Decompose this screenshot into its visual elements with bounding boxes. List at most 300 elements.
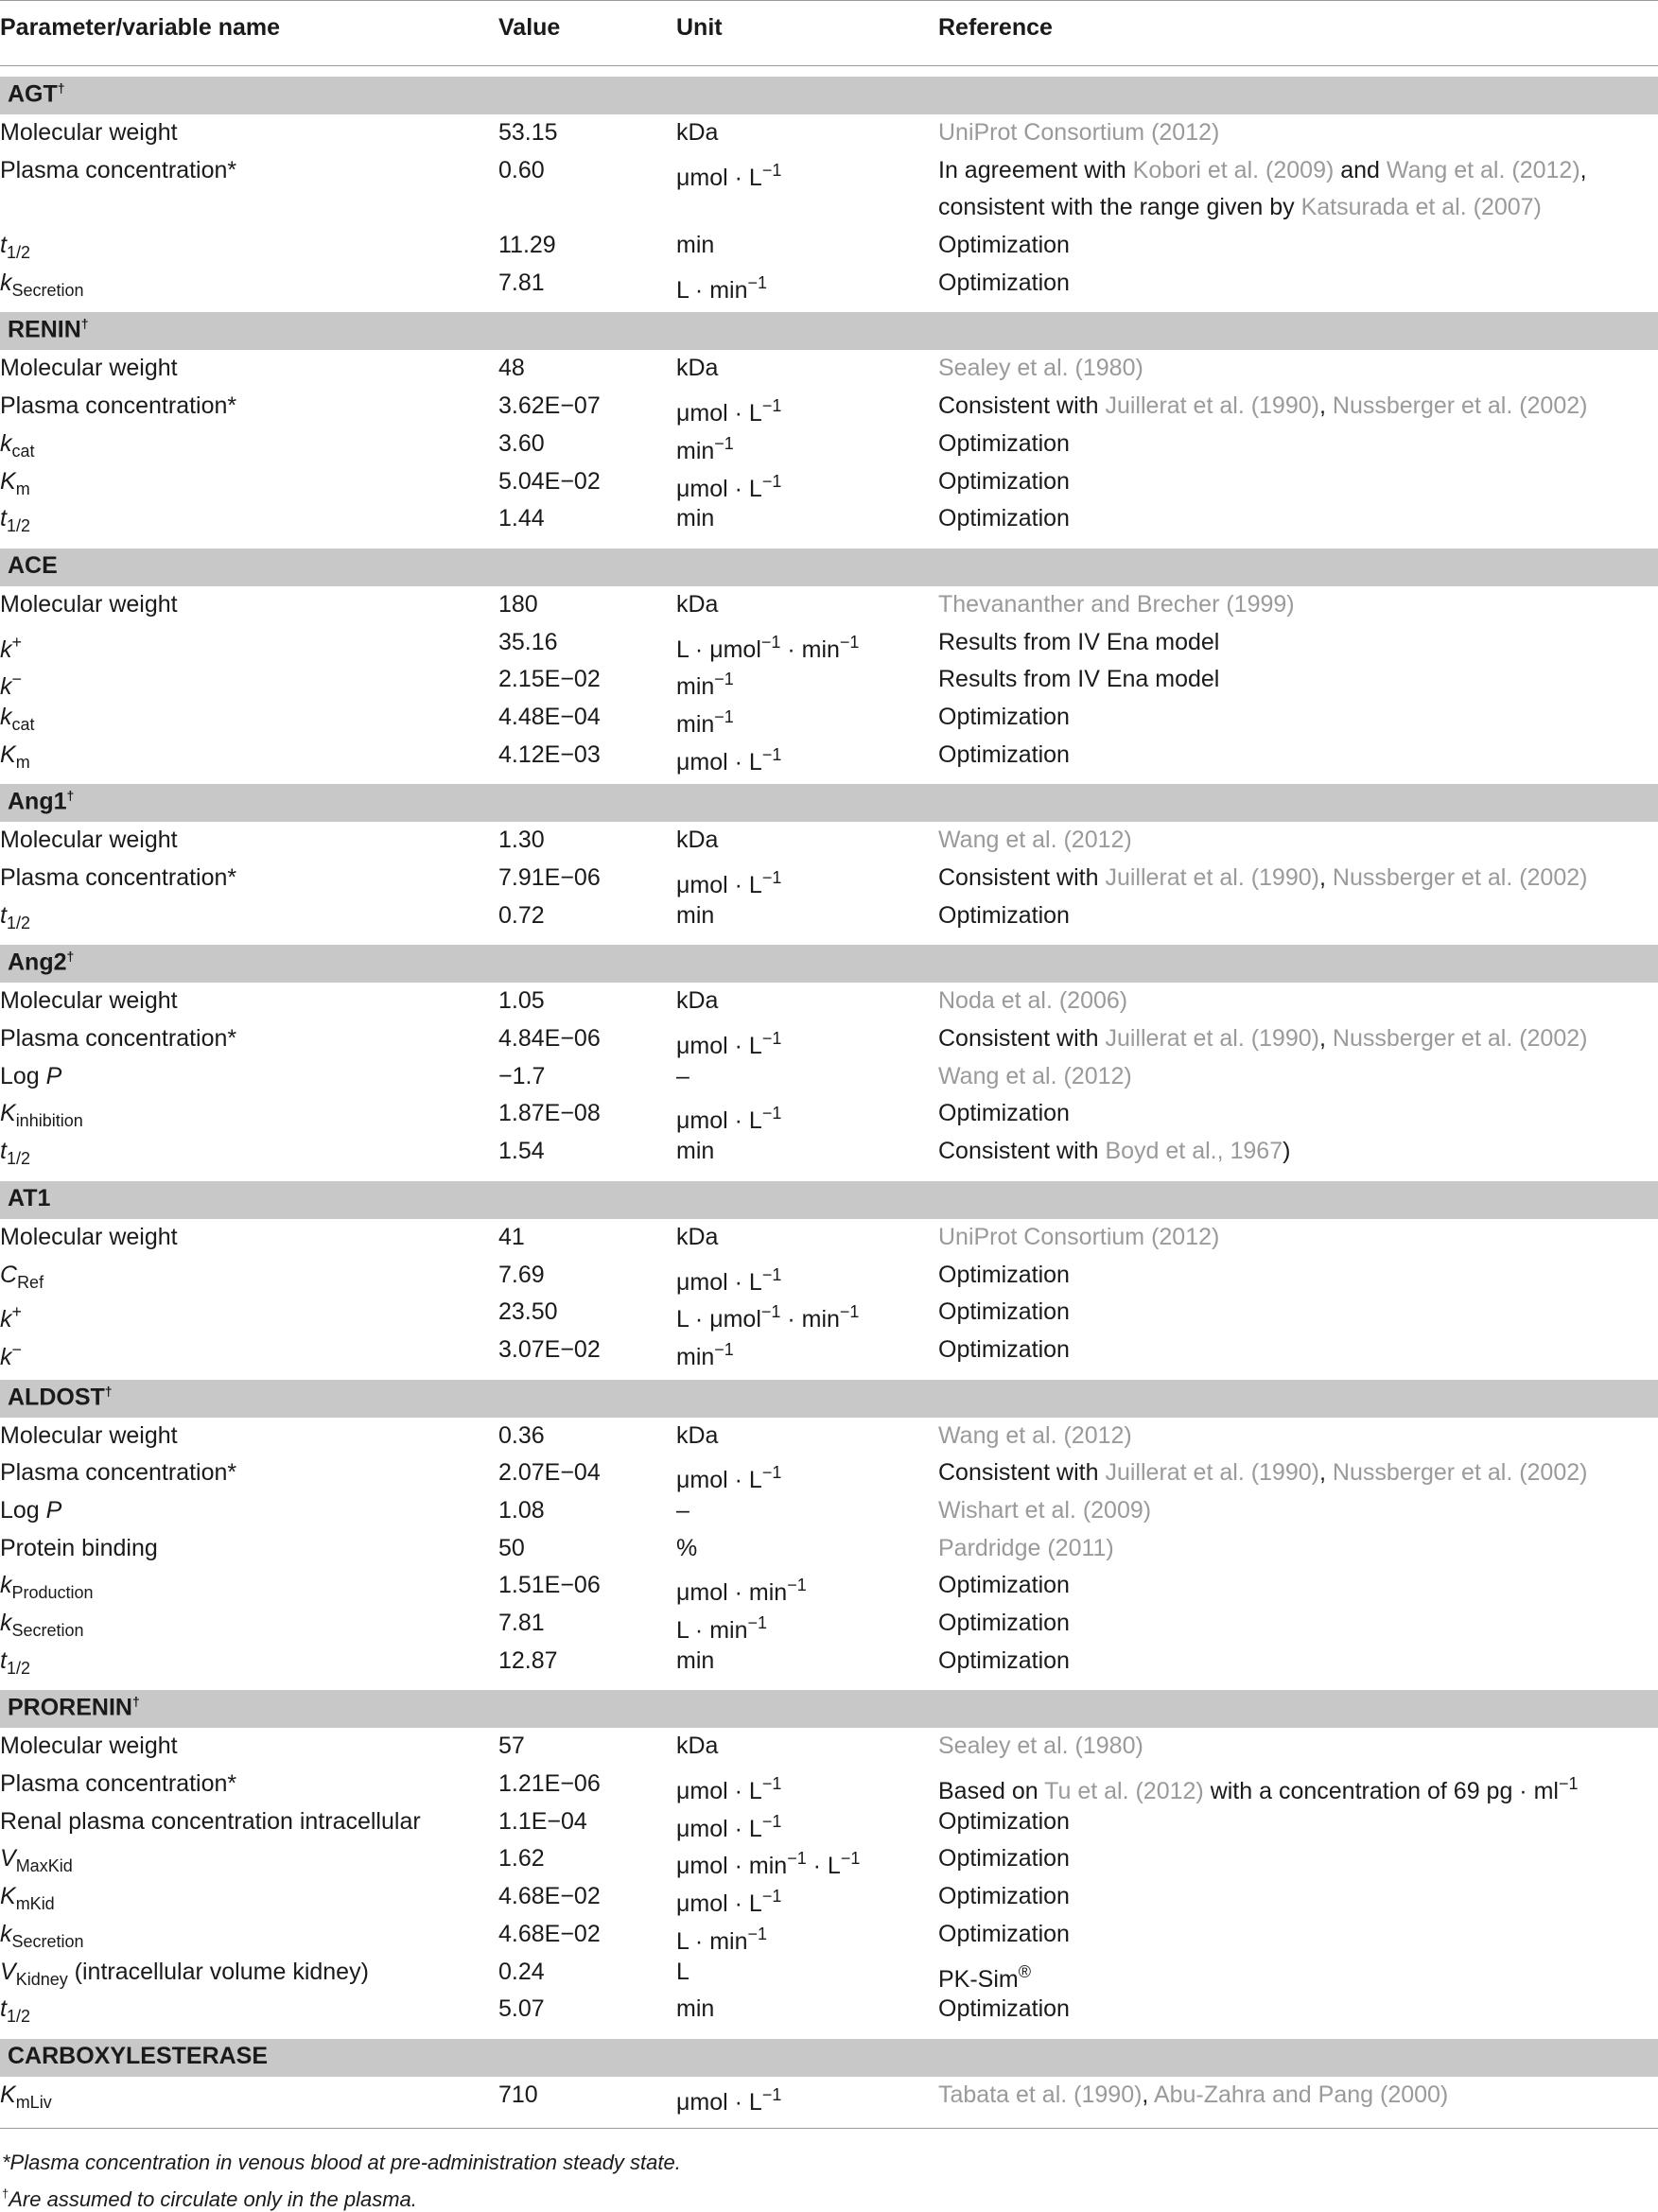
name-subscript: inhibition	[15, 1111, 83, 1131]
reference-text: In agreement with	[938, 156, 1133, 183]
unit-text: min	[676, 1138, 715, 1165]
unit-text: min	[676, 1646, 715, 1674]
unit-text: min	[676, 710, 715, 738]
param-unit	[676, 586, 718, 624]
name-text: Molecular weight	[0, 590, 178, 618]
unit-text: kDa	[676, 1733, 719, 1760]
reference-text: Optimization	[938, 1883, 1070, 1910]
param-unit	[676, 897, 714, 935]
name-text: Molecular weight	[0, 355, 178, 382]
section-header	[0, 2039, 1658, 2077]
reference-text: Consistent with	[938, 1138, 1106, 1165]
param-name	[0, 586, 178, 624]
param-name	[0, 388, 236, 426]
section-title: ALDOST†	[8, 1383, 113, 1410]
param-reference	[938, 2077, 1448, 2115]
table-row	[0, 1332, 1658, 1369]
unit-exponent: −1	[761, 1029, 782, 1049]
citation-link: Juillerat et al. (1990)	[1105, 1025, 1319, 1053]
param-reference	[938, 1020, 1587, 1058]
reference-text: Based on	[938, 1778, 1045, 1805]
unit-exponent: −1	[787, 1849, 807, 1869]
table-row	[0, 1492, 1658, 1530]
table-row	[0, 2077, 1658, 2115]
name-symbol: k	[0, 269, 12, 296]
unit-text: kDa	[676, 987, 719, 1015]
name-subscript: m	[15, 479, 30, 498]
name-text: Log	[0, 1062, 46, 1089]
name-subscript: mKid	[15, 1894, 55, 1914]
citation-link: Katsurada et al. (2007)	[1300, 194, 1542, 221]
unit-text: –	[676, 1496, 689, 1524]
reference-text: Optimization	[938, 1261, 1070, 1288]
param-value: 0.24	[498, 1958, 545, 1985]
table-row	[0, 350, 1658, 388]
param-value: 4.12E−03	[498, 740, 601, 768]
unit-exponent: −1	[714, 670, 734, 689]
section-header	[0, 945, 1658, 983]
reference-text: Optimization	[938, 1646, 1070, 1674]
table-row	[0, 737, 1658, 775]
param-value: 7.91E−06	[498, 864, 601, 892]
unit-exponent: −1	[761, 1887, 782, 1907]
unit-exponent: −1	[840, 1849, 861, 1869]
param-value: 5.07	[498, 1995, 545, 2023]
reference-text: consistent with the range given by	[938, 194, 1301, 221]
param-reference	[938, 1294, 1070, 1332]
unit-exponent: −1	[761, 1463, 782, 1483]
table-row	[0, 1766, 1658, 1803]
param-value: 3.60	[498, 429, 545, 457]
name-symbol: K	[0, 2081, 16, 2108]
name-text: Molecular weight	[0, 987, 178, 1015]
table-row	[0, 1916, 1658, 1954]
unit-text: kDa	[676, 1421, 719, 1449]
section-title: ACE	[8, 551, 58, 579]
reference-text: Optimization	[938, 1100, 1070, 1127]
name-symbol: t	[0, 1646, 7, 1674]
param-value: 3.07E−02	[498, 1335, 601, 1363]
name-symbol: k	[0, 1306, 12, 1333]
param-value: 180	[498, 590, 538, 618]
name-subscript: Ref	[17, 1272, 44, 1292]
param-name	[0, 1133, 30, 1178]
param-value: 7.81	[498, 1610, 545, 1637]
param-reference	[938, 426, 1070, 463]
name-symbol: k	[0, 1343, 12, 1370]
unit-text: kDa	[676, 355, 719, 382]
name-symbol: k	[0, 1920, 12, 1947]
name-symbol: K	[0, 1883, 16, 1910]
table-row	[0, 1803, 1658, 1841]
unit-exponent: −1	[761, 1811, 782, 1831]
name-text: Log	[0, 1496, 46, 1524]
table-row	[0, 1418, 1658, 1455]
param-value: 0.36	[498, 1421, 545, 1449]
table-row	[0, 586, 1658, 624]
param-reference	[938, 1643, 1070, 1681]
citation-link: Wang et al. (2012)	[938, 827, 1132, 854]
table-row	[0, 1095, 1658, 1133]
citation-link: UniProt Consortium (2012)	[938, 1223, 1220, 1250]
unit-text: L	[676, 1958, 689, 1985]
reference-text: Optimization	[938, 1920, 1070, 1947]
name-text: Molecular weight	[0, 1421, 178, 1449]
unit-exponent: −1	[714, 433, 734, 453]
param-reference	[938, 1991, 1070, 2029]
param-value: 11.29	[498, 232, 556, 259]
name-subscript: 1/2	[6, 1149, 30, 1169]
reference-text: Results from IV Ena model	[938, 628, 1220, 655]
name-symbol: V	[0, 1958, 16, 1985]
reference-text: ,	[1142, 2081, 1154, 2108]
name-symbol: t	[0, 901, 7, 929]
citation-link: Juillerat et al. (1990)	[1105, 864, 1319, 892]
param-value: 1.51E−06	[498, 1572, 601, 1599]
table-row	[0, 1058, 1658, 1096]
name-text: Renal plasma concentration intracellular	[0, 1807, 421, 1835]
name-subscript: 1/2	[6, 243, 30, 263]
footnote-star: *Plasma concentration in venous blood at pre-administration steady state.	[2, 2150, 681, 2174]
name-subscript: Production	[11, 1583, 94, 1603]
param-unit	[676, 2077, 781, 2122]
name-text: Plasma concentration*	[0, 1459, 237, 1487]
param-reference	[938, 699, 1070, 737]
param-value: 1.44	[498, 505, 545, 532]
citation-link: Pardridge (2011)	[938, 1534, 1114, 1561]
name-subscript: 1/2	[6, 2007, 30, 2027]
param-value: 50	[498, 1534, 525, 1561]
section-title: AT1	[8, 1184, 51, 1211]
param-value: 57	[498, 1733, 525, 1760]
name-symbol: k	[0, 1572, 12, 1599]
unit-text: kDa	[676, 827, 719, 854]
reference-text: )	[1283, 1138, 1291, 1165]
param-reference	[938, 897, 1070, 935]
param-value: 23.50	[498, 1298, 558, 1326]
unit-exponent: −1	[761, 744, 782, 764]
name-superscript: +	[11, 1302, 23, 1322]
param-reference	[938, 350, 1143, 388]
dagger-mark: †	[80, 316, 89, 332]
param-name	[0, 1643, 30, 1688]
param-value: 35.16	[498, 628, 558, 655]
section-title: Ang2†	[8, 949, 75, 976]
table-row	[0, 1294, 1658, 1332]
name-symbol: t	[0, 1138, 7, 1165]
name-subscript: Secretion	[11, 1621, 84, 1641]
reference-text: Optimization	[938, 232, 1070, 259]
unit-text: μmol · L	[676, 1033, 762, 1060]
param-name	[0, 1766, 236, 1803]
reference-text: and	[1334, 156, 1387, 183]
param-value: 1.08	[498, 1496, 545, 1524]
table-row	[0, 1643, 1658, 1681]
unit-text: μmol · L	[676, 1815, 762, 1842]
param-reference	[938, 737, 1070, 775]
name-text: Plasma concentration*	[0, 1025, 237, 1053]
section-title: PRORENIN†	[8, 1694, 140, 1721]
citation-link: Sealey et al. (1980)	[938, 1733, 1143, 1760]
name-subscript: 1/2	[6, 913, 30, 932]
param-reference	[938, 1567, 1070, 1605]
name-superscript: −	[11, 1339, 23, 1359]
section-title: RENIN†	[8, 316, 89, 343]
unit-exponent: −1	[761, 396, 782, 416]
dagger-mark: †	[57, 80, 65, 96]
name-symbol: K	[0, 740, 16, 768]
param-unit	[676, 1219, 718, 1257]
name-subscript: cat	[11, 441, 35, 461]
dagger-mark: †	[66, 788, 75, 804]
unit-text: %	[676, 1534, 698, 1561]
citation-link: Boyd et al., 1967	[1105, 1138, 1283, 1165]
name-symbol: P	[45, 1062, 62, 1089]
unit-exponent: −1	[747, 272, 768, 292]
param-value: 0.72	[498, 901, 545, 929]
citation-link: Abu-Zahra and Pang (2000)	[1153, 2081, 1449, 2108]
param-reference	[938, 1332, 1070, 1369]
name-text: Molecular weight	[0, 1223, 178, 1250]
unit-text: μmol · L	[676, 2088, 762, 2116]
unit-text: min	[676, 232, 715, 259]
unit-exponent: −1	[839, 1302, 860, 1322]
reference-text: with a concentration of 69 pg · ml	[1203, 1778, 1559, 1805]
table-row	[0, 114, 1658, 152]
param-name	[0, 1728, 178, 1766]
unit-exponent: −1	[787, 1576, 807, 1595]
table-row	[0, 463, 1658, 501]
unit-text: L · min	[676, 1927, 748, 1955]
reference-text: Optimization	[938, 1610, 1070, 1637]
param-reference	[938, 1454, 1587, 1492]
reference-text: Optimization	[938, 1995, 1070, 2023]
section-header	[0, 549, 1658, 586]
name-subscript: Kidney	[15, 1969, 68, 1989]
param-reference	[938, 1530, 1114, 1568]
citation-link: Juillerat et al. (1990)	[1105, 1459, 1319, 1487]
param-name	[0, 1454, 236, 1492]
table-row	[0, 624, 1658, 662]
unit-text: μmol · L	[676, 872, 762, 899]
citation-link: Sealey et al. (1980)	[938, 355, 1143, 382]
reference-text: Consistent with	[938, 864, 1106, 892]
param-name	[0, 350, 178, 388]
unit-text: μmol · L	[676, 748, 762, 775]
section-title: Ang1†	[8, 788, 75, 815]
name-text: Plasma concentration*	[0, 864, 237, 892]
param-value: 7.69	[498, 1261, 545, 1288]
param-value: 1.30	[498, 827, 545, 854]
section-title: CARBOXYLESTERASE	[8, 2042, 269, 2069]
unit-text: kDa	[676, 119, 719, 146]
param-name	[0, 1418, 178, 1455]
table-row	[0, 1991, 1658, 2029]
param-unit	[676, 265, 767, 310]
param-value: 53.15	[498, 119, 558, 146]
param-reference	[938, 1095, 1070, 1133]
param-unit	[676, 152, 781, 198]
param-reference	[938, 388, 1587, 426]
section-header	[0, 1181, 1658, 1219]
name-text: Protein binding	[0, 1534, 158, 1561]
param-name	[0, 114, 178, 152]
reference-text: ,	[1579, 156, 1587, 183]
unit-exponent: −1	[761, 471, 782, 491]
unit-text: μmol · min	[676, 1579, 788, 1607]
citation-link: Tu et al. (2012)	[1044, 1778, 1204, 1805]
param-unit	[676, 1058, 689, 1096]
name-subscript: 1/2	[6, 1658, 30, 1678]
header-param: Parameter/variable name	[0, 14, 281, 41]
unit-text: μmol · L	[676, 1467, 762, 1494]
table-row	[0, 1530, 1658, 1568]
param-reference	[938, 1878, 1070, 1916]
name-subscript: 1/2	[6, 516, 30, 536]
table-row	[0, 1878, 1658, 1916]
param-value: 5.04E−02	[498, 467, 601, 495]
param-reference	[938, 1803, 1070, 1841]
name-symbol: k	[0, 1610, 12, 1637]
unit-text: · L	[806, 1853, 841, 1880]
param-reference	[938, 152, 1587, 227]
param-value: 4.68E−02	[498, 1920, 601, 1947]
param-value: 710	[498, 2081, 538, 2108]
unit-text: · min	[780, 1306, 840, 1333]
reference-text: Consistent with	[938, 1025, 1106, 1053]
param-unit	[676, 1530, 697, 1568]
name-text: Plasma concentration*	[0, 392, 237, 420]
table-body	[0, 77, 1658, 2115]
param-unit	[676, 350, 718, 388]
unit-exponent: −1	[714, 1339, 734, 1359]
param-reference	[938, 114, 1219, 152]
name-symbol: t	[0, 1995, 7, 2023]
unit-text: min	[676, 437, 715, 464]
param-reference	[938, 860, 1587, 897]
param-reference	[938, 463, 1070, 501]
param-reference	[938, 1492, 1151, 1530]
unit-exponent: −1	[714, 706, 734, 726]
param-unit	[676, 1643, 714, 1681]
param-value: 1.87E−08	[498, 1100, 601, 1127]
param-name	[0, 897, 30, 943]
header-reference: Reference	[938, 14, 1053, 41]
reference-text: Optimization	[938, 901, 1070, 929]
param-name	[0, 983, 178, 1020]
param-reference	[938, 1605, 1070, 1643]
table-row	[0, 265, 1658, 303]
unit-text: L · min	[676, 276, 748, 304]
reference-text: Optimization	[938, 1298, 1070, 1326]
param-value: 4.68E−02	[498, 1883, 601, 1910]
param-reference	[938, 822, 1132, 860]
unit-exponent: −1	[761, 2084, 782, 2104]
param-unit	[676, 500, 714, 538]
reference-text: ,	[1318, 392, 1333, 420]
param-name	[0, 1492, 61, 1530]
param-reference	[938, 1058, 1132, 1096]
citation-link: Kobori et al. (2009)	[1132, 156, 1335, 183]
unit-exponent: −1	[760, 1302, 781, 1322]
name-superscript: +	[11, 632, 23, 652]
param-unit	[676, 1133, 714, 1171]
reference-text: Optimization	[938, 1335, 1070, 1363]
footnote-dagger	[2, 2186, 417, 2212]
section-header	[0, 1690, 1658, 1728]
table-row	[0, 500, 1658, 538]
table-row	[0, 983, 1658, 1020]
section-header	[0, 784, 1658, 822]
reference-text: ,	[1318, 864, 1333, 892]
unit-text: μmol · L	[676, 1778, 762, 1805]
table-row	[0, 1567, 1658, 1605]
param-value: 4.84E−06	[498, 1025, 601, 1053]
param-unit	[676, 737, 781, 782]
param-reference	[938, 1219, 1219, 1257]
citation-link: Wang et al. (2012)	[938, 1421, 1132, 1449]
param-unit	[676, 1418, 718, 1455]
param-value: 1.1E−04	[498, 1807, 587, 1835]
param-value: 48	[498, 355, 525, 382]
param-unit	[676, 1954, 689, 1992]
reference-text: Optimization	[938, 429, 1070, 457]
section-header	[0, 1380, 1658, 1418]
name-subscript: Secretion	[11, 280, 84, 300]
name-subscript: Secretion	[11, 1931, 84, 1951]
param-value: 3.62E−07	[498, 392, 601, 420]
unit-exponent: −1	[761, 1104, 782, 1123]
name-symbol: K	[0, 1100, 16, 1127]
param-unit	[676, 1728, 718, 1766]
table-bottom-rule	[0, 2128, 1658, 2129]
table-row	[0, 227, 1658, 265]
unit-text: L · μmol	[676, 1306, 761, 1333]
table-row	[0, 661, 1658, 699]
param-reference	[938, 1133, 1290, 1171]
unit-text: min	[676, 505, 715, 532]
reference-text: Consistent with	[938, 392, 1106, 420]
table-row	[0, 1454, 1658, 1492]
param-unit	[676, 983, 718, 1020]
param-name	[0, 152, 236, 190]
dagger-mark: †	[66, 949, 75, 965]
name-subscript: m	[15, 752, 30, 772]
table-row	[0, 152, 1658, 227]
unit-text: μmol · L	[676, 164, 762, 191]
unit-text: min	[676, 1343, 715, 1370]
param-value: 2.15E−02	[498, 666, 601, 693]
param-name	[0, 1530, 158, 1568]
table-row	[0, 1605, 1658, 1643]
name-text: Molecular weight	[0, 119, 178, 146]
table-row	[0, 897, 1658, 935]
name-subscript: mLiv	[15, 2092, 52, 2112]
param-name	[0, 2077, 52, 2122]
param-reference	[938, 586, 1295, 624]
param-unit	[676, 822, 718, 860]
unit-text: · min	[780, 636, 840, 663]
param-reference	[938, 624, 1219, 662]
unit-text: μmol · L	[676, 1890, 762, 1918]
name-superscript: −	[11, 670, 23, 689]
reference-text: −1	[1558, 1774, 1579, 1794]
reference-text: Optimization	[938, 1807, 1070, 1835]
param-reference	[938, 265, 1070, 303]
dagger-mark: †	[131, 1694, 140, 1710]
reference-text: Optimization	[938, 467, 1070, 495]
footnote-dagger-text: Are assumed to circulate only in the plasma.	[9, 2186, 417, 2211]
